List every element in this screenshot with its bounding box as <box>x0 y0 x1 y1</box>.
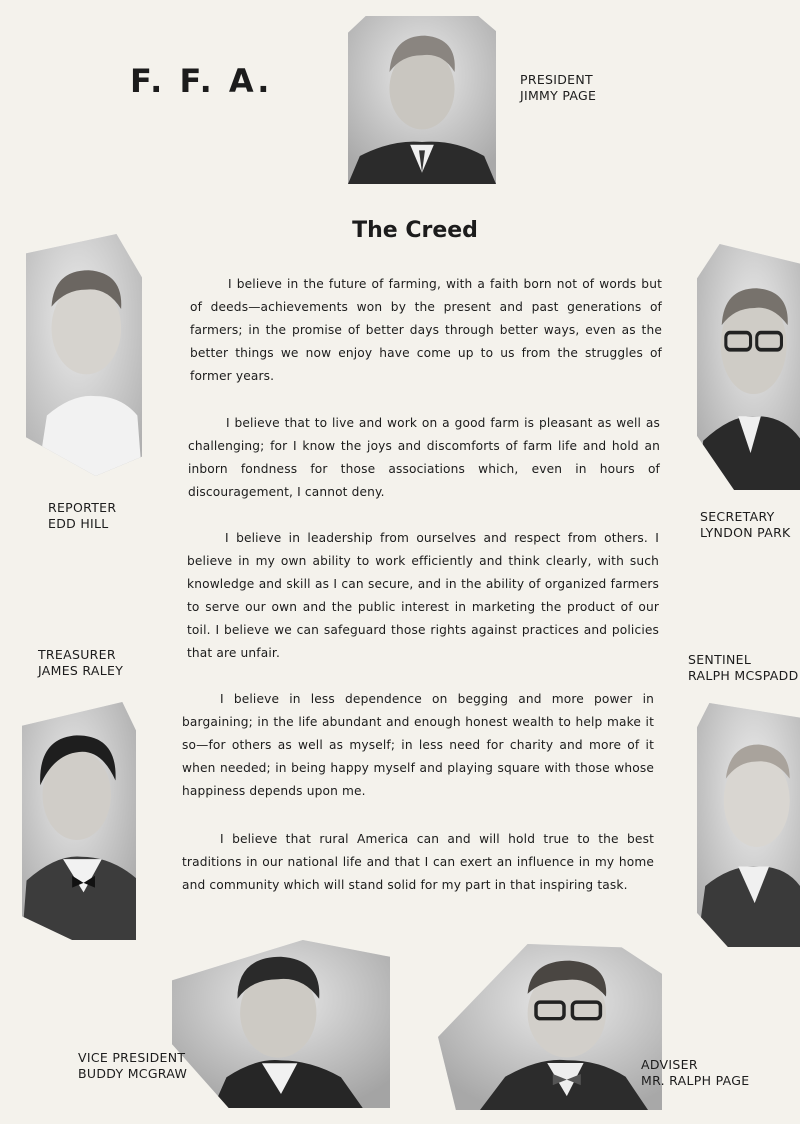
adviser-photo <box>438 944 662 1110</box>
president-title: PRESIDENT <box>520 72 593 87</box>
sentinel-name: RALPH MCSPADD <box>688 668 799 683</box>
vice-president-photo <box>172 940 390 1108</box>
reporter-name: EDD HILL <box>48 516 109 531</box>
treasurer-title: TREASURER <box>38 647 116 662</box>
vice-president-title: VICE PRESIDENT <box>78 1050 186 1065</box>
page-title: F. F. A. <box>130 62 273 100</box>
creed-title: The Creed <box>352 218 478 243</box>
vice-president-caption <box>78 1050 187 1082</box>
secretary-title: SECRETARY <box>700 509 775 524</box>
secretary-name: LYNDON PARK <box>700 525 791 540</box>
treasurer-caption <box>38 647 123 679</box>
reporter-title: REPORTER <box>48 500 117 515</box>
sentinel-caption <box>688 652 799 684</box>
creed-paragraph-4: I believe in less dependence on begging and more power in bargaining; in the life abundant and enough honest wealth to help make it so—for others as well as myself; in less need for charity and more of it when needed; in being happy myself and playing square with those whose happiness depends upon me. <box>182 692 654 798</box>
secretary-caption <box>700 509 791 541</box>
reporter-caption <box>48 500 116 532</box>
reporter-photo <box>26 234 142 476</box>
creed-paragraph-2: I believe that to live and work on a good farm is pleasant as well as challenging; for I know the joys and discomforts of farm life and hold an inborn fondness for those associations which, even in hours of discouragement, I cannot deny. <box>188 416 660 499</box>
president-caption <box>520 72 596 104</box>
vice-president-name: BUDDY MCGRAW <box>78 1066 188 1081</box>
president-name: JIMMY PAGE <box>520 88 597 103</box>
sentinel-title: SENTINEL <box>688 652 752 667</box>
creed-paragraph-1: I believe in the future of farming, with a faith born not of words but of deeds—achievements won by the present and past generations of farmers; in the promise of better days through better ways, even as the better things we now enjoy have come up to us from the struggles of former years. <box>190 277 662 383</box>
adviser-name: MR. RALPH PAGE <box>641 1073 750 1088</box>
secretary-photo <box>697 244 800 490</box>
president-photo <box>348 16 496 184</box>
creed-paragraph-3: I believe in leadership from ourselves and respect from others. I believe in my own ability to work efficiently and think clearly, with such knowledge and skill as I can secure, and in the ability of organized farmers to serve our own and the public interest in marketing the product of our toil. I believe we can safeguard those rights against practices and policies that are unfair. <box>187 531 659 660</box>
creed-paragraph-5: I believe that rural America can and will hold true to the best traditions in our national life and that I can exert an influence in my home and community which will stand solid for my part in that inspiring task. <box>182 832 654 892</box>
treasurer-name: JAMES RALEY <box>38 663 124 678</box>
treasurer-photo <box>22 702 136 940</box>
sentinel-photo <box>697 703 800 947</box>
adviser-title: ADVISER <box>641 1057 698 1072</box>
adviser-caption <box>641 1057 749 1089</box>
